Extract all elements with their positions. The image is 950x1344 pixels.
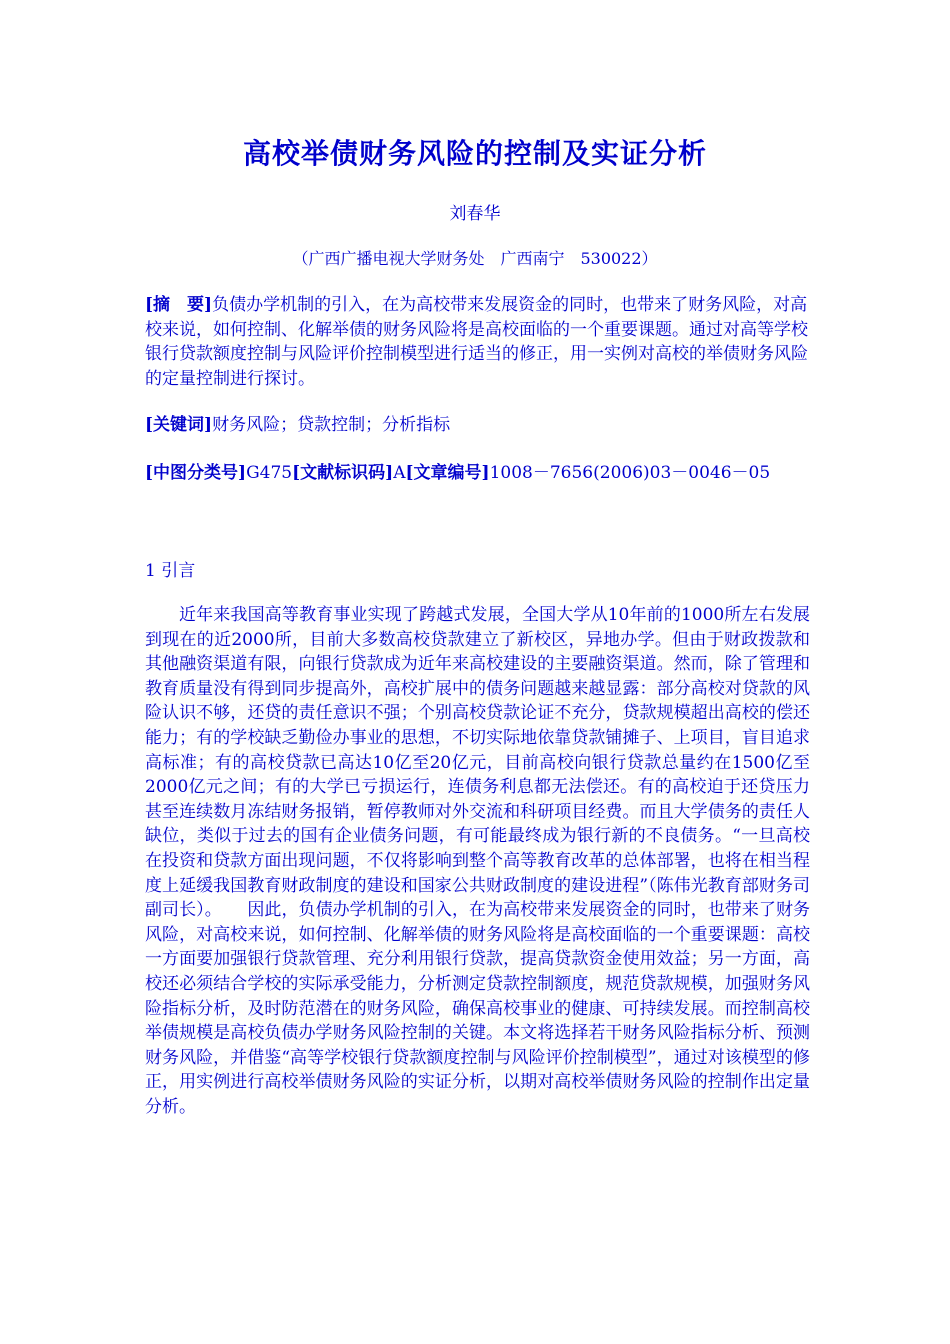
- keywords-text: 财务风险；贷款控制；分析指标: [212, 415, 451, 435]
- doc-code-value: A: [393, 463, 406, 483]
- clc-label: [中图分类号]: [145, 463, 247, 483]
- article-number-value: 1008－7656(2006)03－0046－05: [489, 463, 771, 483]
- classification-line: [145, 461, 810, 486]
- doc-code-label: [文献标识码]: [292, 463, 394, 483]
- paper-title: 高校举债财务风险的控制及实证分析: [242, 137, 707, 170]
- keywords-label: [关键词]: [145, 415, 213, 435]
- abstract: [145, 293, 810, 391]
- section-heading-introduction: 1 引言: [145, 561, 196, 581]
- article-number-label: [文章编号]: [405, 463, 490, 483]
- clc-value: G475: [246, 463, 293, 483]
- abstract-label: [摘 要]: [145, 295, 213, 315]
- author-affiliation: （广西广播电视大学财务处 广西南宁 530022）: [292, 249, 658, 268]
- introduction-paragraph: 近年来我国高等教育事业实现了跨越式发展，全国大学从10年前的1000所左右发展到现在的近2000所，目前大多数高校贷款建立了新校区，异地办学。但由于财政拨款和其他融资渠道有限，向银行贷款成为近年来高校建设的主要融资渠道。然而，除了管理和教育质量没有得到同步提高外，高校扩展中的债务问题越来越显露：部分高校对贷款的风险认识不够，还贷的责任意识不强；个别高校贷款论证不充分，贷款规模超出高校的偿还能力；有的学校缺乏勤俭办事业的思想，不切实际地依靠贷款铺摊子、上项目，盲目追求高标准；有的高校贷款已高达10亿至20亿元，目前高校向银行贷款总量约在1500亿至2000亿元之间；有的大学已亏损运行，连债务利息都无法偿还。有的高校迫于还贷压力甚至连续数月冻结财务报销，暂停教师对外交流和科研项目经费。而且大学债务的责任人缺位，类似于过去的国有企业债务问题，有可能最终成为银行新的不良债务。“一旦高校在投资和贷款方面出现问题，不仅将影响到整个高等教育改革的总体部署，也将在相当程度上延缓我国教育财政制度的建设和国家公共财政制度的建设进程”（陈伟光教育部财务司副司长）。 因此，负债办学机制的引入，在为高校带来发展资金的同时，也带来了财务风险，对高校来说，如何控制、化解举债的财务风险将是高校面临的一个重要课题：高校一方面要加强银行贷款管理、充分利用银行贷款，提高贷款资金使用效益；另一方面，高校还必须结合学校的实际承受能力，分析测定贷款控制额度，规范贷款规模，加强财务风险指标分析，及时防范潜在的财务风险，确保高校事业的健康、可持续发展。而控制高校举债规模是高校负债办学财务风险控制的关键。本文将选择若干财务风险指标分析、预测财务风险，并借鉴“高等学校银行贷款额度控制与风险评价控制模型”，通过对该模型的修正，用实例进行高校举债财务风险的实证分析，以期对高校举债财务风险的控制作出定量分析。: [145, 605, 810, 1117]
- keywords: [145, 413, 810, 438]
- author-name: 刘春华: [449, 204, 501, 224]
- abstract-text: 负债办学机制的引入，在为高校带来发展资金的同时，也带来了财务风险，对高校来说，如何控制、化解举债的财务风险将是高校面临的一个重要课题。通过对高等学校银行贷款额度控制与风险评价控制模型进行适当的修正，用一实例对高校的举债财务风险的定量控制进行探讨。: [145, 295, 808, 389]
